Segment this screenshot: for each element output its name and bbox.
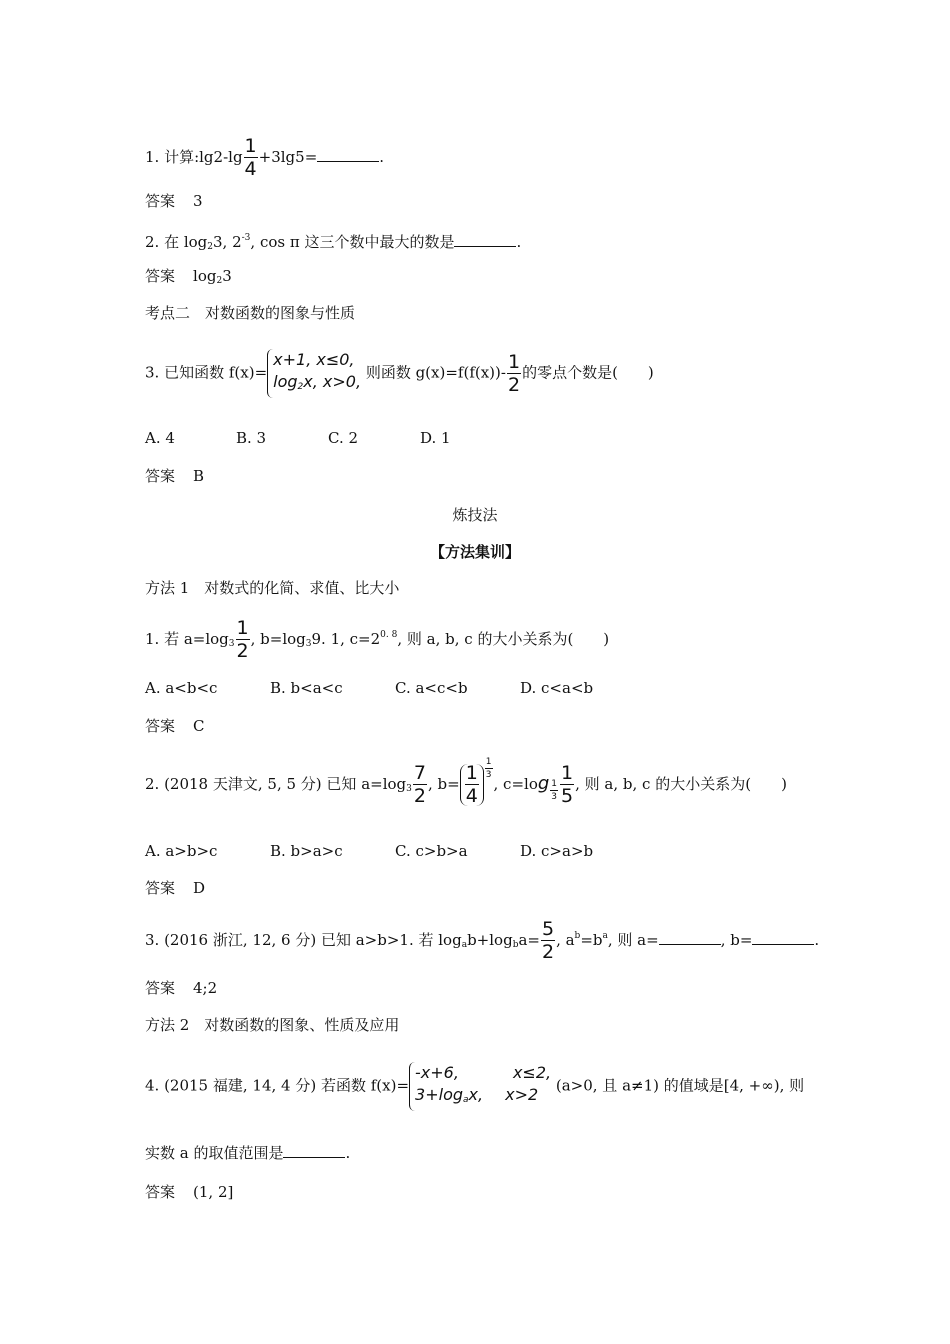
practice-1: 1. 若 $a=\log_3$ $\frac{1}{2}$ , $b=\log_39$. 1, $c=2^{0. 8}$, 则 a, b, c 的大小关系为( ) (145, 617, 610, 662)
method-1-heading: 方法 1 对数式的化简、求值、比大小 (145, 579, 400, 597)
answer-blank (659, 932, 721, 945)
question-3: 3. 已知函数 f(x)=x+1, x≤0, $\log_2x$, x>0, 则函数 g(x)=f(f(x))- $\frac{1}{2}$ 的零点个数是( ) (145, 349, 654, 398)
option-b: B. b<a<c (270, 679, 343, 697)
p1-options (0, 679, 950, 697)
piecewise-function: -x+6, x≤2, $3+\log_ax$, x>2 (409, 1062, 551, 1111)
option-d: D. 1 (420, 429, 451, 447)
q3-options (0, 429, 950, 447)
piecewise-function: x+1, x≤0, $\log_2x$, x>0, (267, 349, 361, 398)
answer-1: 答案 3 (145, 192, 203, 210)
answer-3: 答案 B (145, 467, 205, 485)
practice-2: 2. (2018 天津文, 5, 5 分) 已知 $a=\log_3$ $\frac{7}{2}$ , b= $\frac{1}{4}$ $\frac{1}{3}$ , c=log $\frac{1}{3}$ $\frac{1}{5}$ , 则 a, b, c 的大小关系为( ) (145, 757, 787, 807)
option-d: D. c<a<b (520, 679, 594, 697)
answer-blank (454, 234, 516, 247)
answer-blank (752, 932, 814, 945)
section-title: 炼技法 (452, 506, 498, 524)
q1-text: 1. 计算:lg2-lg (145, 148, 243, 166)
option-b: B. b>a>c (270, 842, 343, 860)
practice-answer-2: 答案 D (145, 879, 206, 897)
answer-blank (317, 149, 379, 162)
option-a: A. a<b<c (145, 679, 218, 697)
answer-2: 答案 $\log_23$ (145, 267, 232, 286)
practice-answer-1: 答案 C (145, 717, 205, 735)
option-d: D. c>a>b (520, 842, 594, 860)
section-heading: 考点二 对数函数的图象与性质 (145, 304, 356, 322)
subsection-title: 【方法集训】 (429, 543, 520, 561)
option-a: A. a>b>c (145, 842, 218, 860)
practice-answer-4: 答案 (1, 2] (145, 1183, 234, 1201)
p2-options (0, 842, 950, 860)
practice-4-cont: 实数 a 的取值范围是 . (145, 1144, 351, 1162)
practice-answer-3: 答案 4;2 (145, 979, 218, 997)
option-b: B. 3 (236, 429, 267, 447)
question-2: 2. 在 $\log_23$, $2^{-3}$, cos π 这三个数中最大的数是 . (145, 233, 522, 252)
practice-4: 4. (2015 福建, 14, 4 分) 若函数 f(x)=-x+6, x≤2, $3+\log_ax$, x>2 (a>0, 且 a≠1) 的值域是[4, +∞), 则 (145, 1062, 804, 1111)
option-c: C. 2 (328, 429, 359, 447)
answer-blank (283, 1145, 345, 1158)
option-c: C. c>b>a (395, 842, 468, 860)
practice-3: 3. (2016 浙江, 12, 6 分) 已知 a>b>1. 若 $\log_ab+\log_ba=$ $\frac{5}{2}$ , $a^b=b^a$, 则 a= , b= . (145, 918, 820, 963)
question-1: 1. 计算:lg2-lg $\frac{1}{4}$ +3lg5= . (145, 135, 385, 180)
fraction-1-2: $\frac{1}{2}$ (507, 350, 521, 396)
method-2-heading: 方法 2 对数函数的图象、性质及应用 (145, 1016, 400, 1034)
option-c: C. a<c<b (395, 679, 468, 697)
fraction-1-4: $\frac{1}{4}$ (244, 135, 257, 180)
option-a: A. 4 (145, 429, 175, 447)
